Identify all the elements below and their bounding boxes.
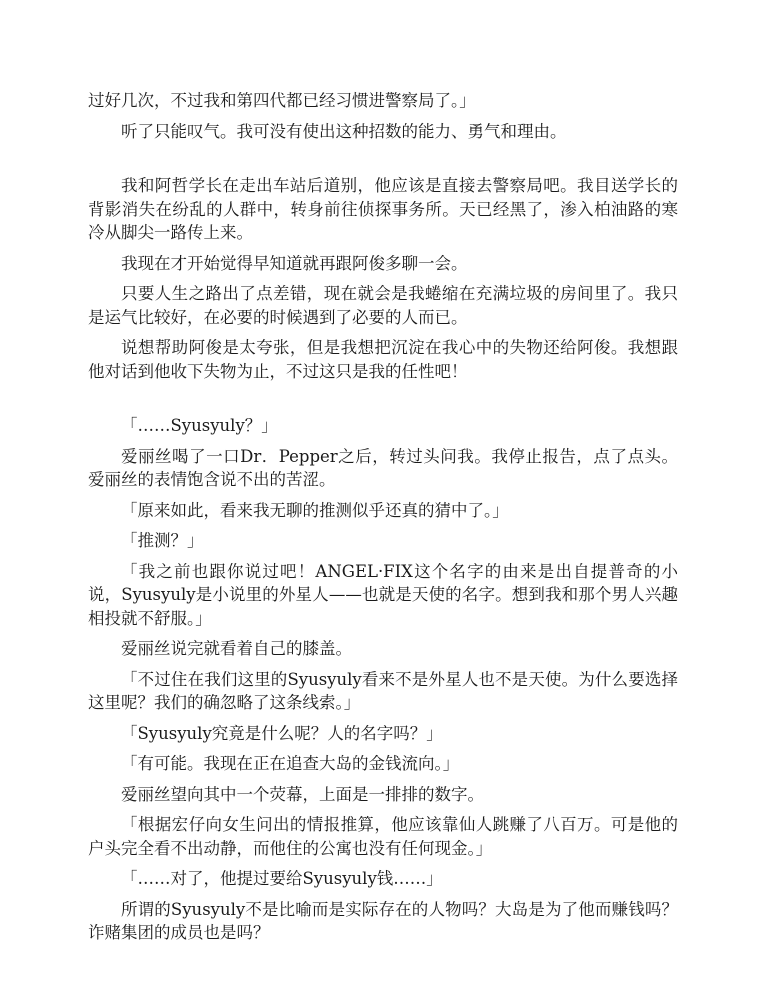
paragraph-19: 所谓的Syusyuly不是比喻而是实际存在的人物吗？大岛是为了他而赚钱吗？诈赌集团的成员也是吗？: [88, 899, 678, 942]
paragraph-9: 「原来如此，看来我无聊的推测似乎还真的猜中了。」: [121, 500, 509, 520]
paragraph-10: 「推测？」: [121, 531, 204, 550]
paragraph-16: 爱丽丝望向其中一个荧幕，上面是一排排的数字。: [121, 784, 484, 804]
section-break: [88, 390, 678, 414]
paragraph-15: 「有可能。我现在正在追查大岛的金钱流向。」: [121, 754, 460, 773]
paragraph-17: 「根据宏仔向女生问出的情报推算，他应该靠仙人跳赚了八百万。可是他的户头完全看不出动静，而他住的公寓也没有任何现金。」: [88, 815, 678, 858]
paragraph-6: 说想帮助阿俊是太夸张，但是我想把沉淀在我心中的失物还给阿俊。我想跟他对话到他收下失物为止，不过这只是我的任性吧！: [88, 338, 678, 381]
paragraph-12: 爱丽丝说完就看着自己的膝盖。: [121, 639, 352, 658]
novel-page: [88, 89, 678, 952]
paragraph-4: 我现在才开始觉得早知道就再跟阿俊多聊一会。: [121, 253, 468, 273]
paragraph-14: 「Syusyuly究竟是什么呢？人的名字吗？」: [121, 723, 443, 743]
paragraph-11: 「我之前也跟你说过吧！ANGEL·FIX这个名字的由来是出自提普奇的小说，Syusyuly是小说里的外星人——也就是天使的名字。想到我和那个男人兴趣相投就不舒服。」: [88, 561, 678, 628]
paragraph-2: 听了只能叹气。我可没有使出这种招数的能力、勇气和理由。: [121, 121, 567, 141]
paragraph-3: 我和阿哲学长在走出车站后道别，他应该是直接去警察局吧。我目送学长的背影消失在纷乱的人群中，转身前往侦探事务所。天已经黑了，渗入柏油路的寒冷从脚尖一路传上来。: [88, 176, 678, 242]
paragraph-1: 过好几次，不过我和第四代都已经习惯进警察局了。」: [88, 91, 476, 110]
paragraph-5: 只要人生之路出了点差错，现在就会是我蜷缩在充满垃圾的房间里了。我只是运气比较好，在必要的时候遇到了必要的人而已。: [88, 284, 678, 327]
paragraph-18: 「……对了，他提过要给Syusyuly钱……」: [121, 869, 443, 888]
paragraph-8: 爱丽丝喝了一口Dr．Pepper之后，转过头问我。我停止报告，点了点头。爱丽丝的表情饱含说不出的苦涩。: [88, 446, 678, 489]
paragraph-7: 「……Syusyuly？」: [121, 416, 278, 435]
section-break: [88, 150, 678, 174]
paragraph-13: 「不过住在我们这里的Syusyuly看来不是外星人也不是天使。为什么要选择这里呢？我们的确忽略了这条线索。」: [88, 669, 678, 712]
